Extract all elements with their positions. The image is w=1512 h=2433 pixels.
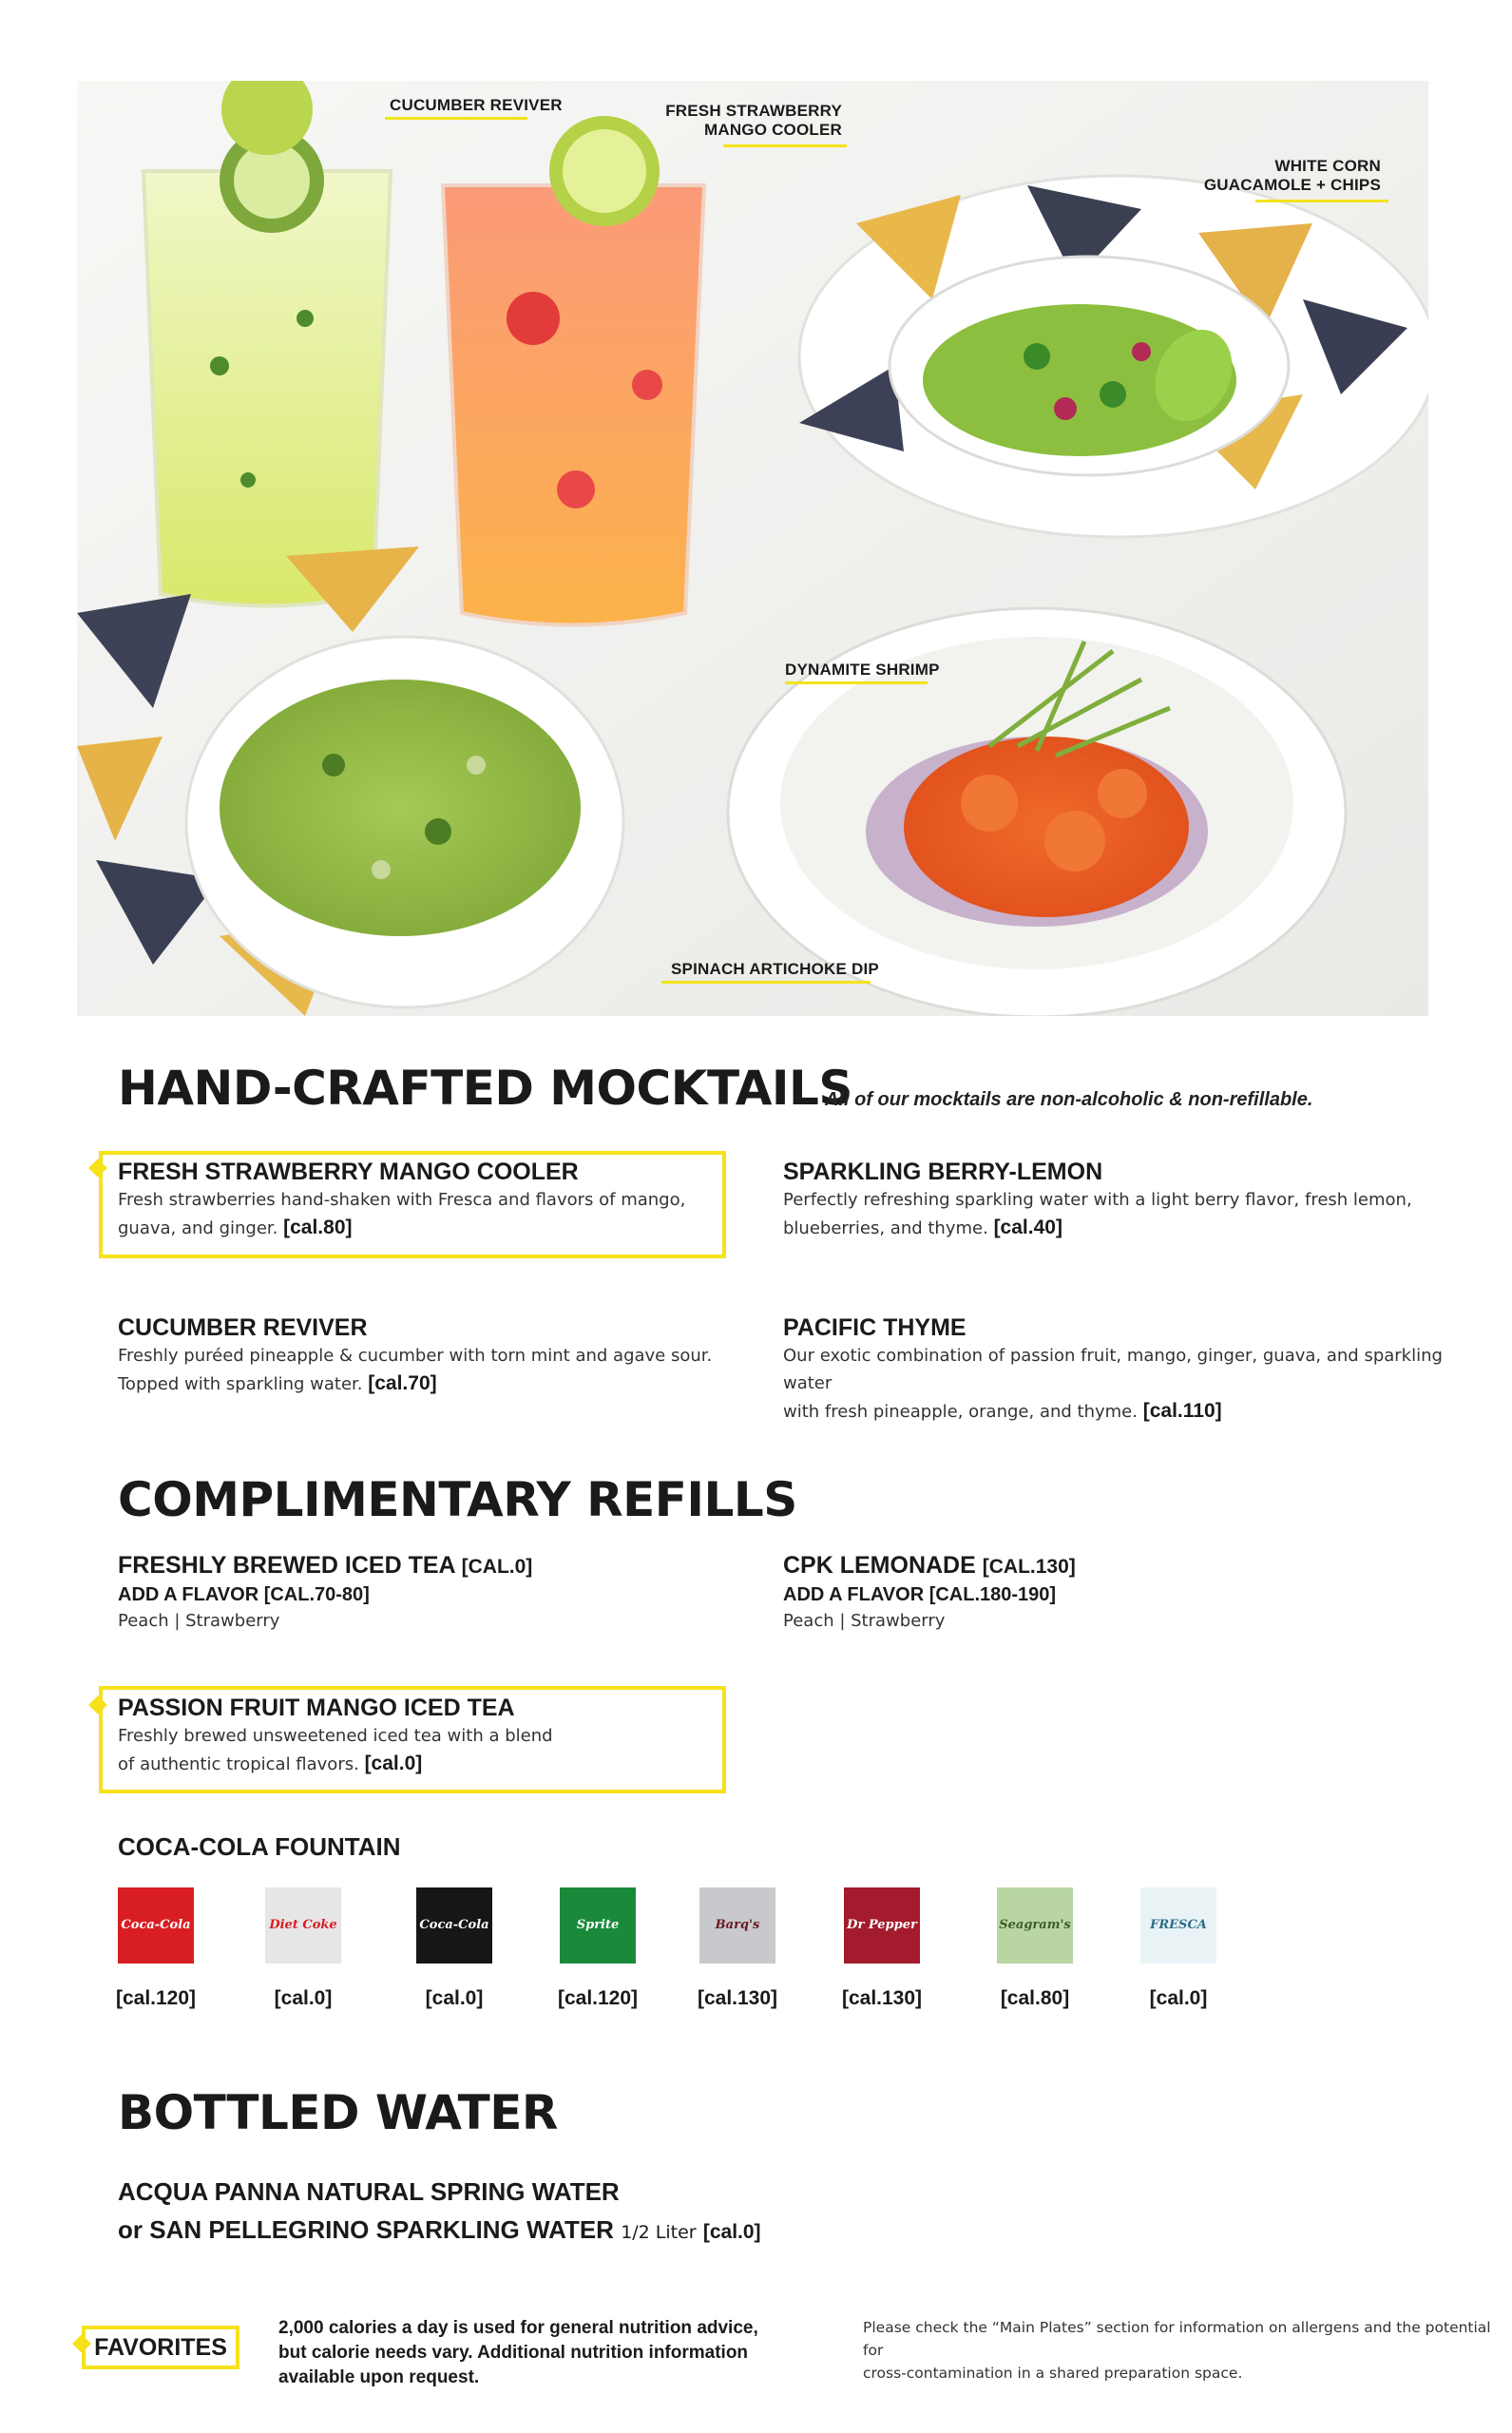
food-and-drinks-illustration [77,81,1428,1016]
callout-white-corn-guacamole: WHITE CORN GUACAMOLE + CHIPS [1141,157,1381,195]
soda-logo: Diet Coke [265,1887,341,1964]
mocktail-title: FRESH STRAWBERRY MANGO COOLER [118,1159,579,1185]
callout-strawberry-mango: FRESH STRAWBERRY MANGO COOLER [647,102,842,140]
add-flavor-label: ADD A FLAVOR [118,1584,259,1605]
mocktail-description: Our exotic combination of passion fruit, mango, ginger, guava, and sparkling water with fresh pineapple, orange, and thyme. [cal.110] [783,1346,1443,1422]
calorie-value: [cal.40] [993,1216,1062,1238]
mocktail-item [118,1313,726,1398]
add-flavor-label: ADD A FLAVOR [783,1584,925,1605]
fountain-heading: COCA-COLA FOUNTAIN [118,1832,401,1861]
calorie-value: [CAL.130] [982,1556,1076,1578]
calorie-value: [CAL.180-190] [928,1584,1057,1605]
calorie-value: [cal.0] [425,1987,484,2009]
soda-logo: Sprite [560,1887,636,1964]
refill-item-passion-fruit [118,1694,707,1778]
favorites-badge: FAVORITES [82,2326,239,2369]
soda-logo: Coca-Cola [118,1887,194,1964]
water-line-2: or SAN PELLEGRINO SPARKLING WATER 1/2 Liter [cal.0] [118,2215,761,2244]
soda-logo: FRESCA [1140,1887,1216,1964]
refill-description: Freshly brewed unsweetened iced tea with a blend of authentic tropical flavors. [cal.0] [118,1726,553,1774]
soda-logo: Coca-Cola [416,1887,492,1964]
refill-title: PASSION FRUIT MANGO ICED TEA [118,1695,515,1721]
calorie-value: [cal.110] [1142,1400,1222,1422]
mocktail-item [783,1313,1486,1426]
hero-photo [77,81,1428,1016]
water-line-1: ACQUA PANNA NATURAL SPRING WATER [118,2177,620,2206]
flavor-options: Peach | Strawberry [118,1611,280,1631]
calorie-value: [cal.70] [368,1372,437,1394]
mocktail-title: CUCUMBER REVIVER [118,1314,368,1341]
mocktail-description: Perfectly refreshing sparkling water with a light berry flavor, fresh lemon, blueberries, and thyme. [cal.40] [783,1190,1412,1238]
refill-title: FRESHLY BREWED ICED TEA [118,1552,455,1579]
soda-logo: Barq's [699,1887,775,1964]
mocktail-item [783,1158,1467,1242]
mocktail-title: PACIFIC THYME [783,1314,967,1341]
refill-title: CPK LEMONADE [783,1552,976,1579]
calorie-value: [CAL.0] [461,1556,533,1578]
callout-cucumber-reviver: CUCUMBER REVIVER [390,96,563,115]
water-size: 1/2 Liter [621,2222,697,2243]
calorie-value: [cal.130] [697,1987,778,2009]
calorie-value: [cal.0] [1149,1987,1208,2009]
mocktail-description: Freshly puréed pineapple & cucumber with torn mint and agave sour. Topped with sparkling water. [cal.70] [118,1346,713,1394]
calorie-value: [cal.0] [274,1987,333,2009]
soda-logo: Dr Pepper [844,1887,920,1964]
refill-item-iced-tea [118,1551,726,1635]
calorie-value: [cal.120] [115,1987,197,2009]
calorie-value: [cal.80] [283,1216,353,1238]
mocktails-note: All of our mocktails are non-alcoholic & non-refillable. [825,1089,1313,1110]
mocktail-description: Fresh strawberries hand-shaken with Fresca and flavors of mango, guava, and ginger. [cal.80] [118,1190,686,1238]
calorie-value: [CAL.70-80] [263,1584,370,1605]
callout-dynamite-shrimp: DYNAMITE SHRIMP [785,661,940,680]
mocktail-item [118,1158,726,1242]
nutrition-disclaimer: 2,000 calories a day is used for general nutrition advice, but calorie needs vary. Additional nutrition information available upon request. [278,2318,758,2387]
refill-item-lemonade [783,1551,1391,1635]
flavor-options: Peach | Strawberry [783,1611,946,1631]
mocktail-title: SPARKLING BERRY-LEMON [783,1159,1103,1185]
soda-logo: Seagram's [997,1887,1073,1964]
calorie-value: [cal.0] [364,1753,423,1774]
calorie-value: [cal.0] [702,2221,761,2243]
mocktails-heading: HAND-CRAFTED MOCKTAILS [118,1061,852,1116]
water-heading: BOTTLED WATER [118,2085,558,2140]
calorie-value: [cal.130] [841,1987,923,2009]
callout-spinach-artichoke-dip: SPINACH ARTICHOKE DIP [671,960,879,979]
calorie-value: [cal.80] [1000,1987,1070,2009]
calorie-value: [cal.120] [557,1987,639,2009]
allergen-disclaimer: Please check the “Main Plates” section for information on allergens and the potential for cross-contamination in a shared preparation space. [863,2319,1491,2382]
refills-heading: COMPLIMENTARY REFILLS [118,1472,797,1527]
